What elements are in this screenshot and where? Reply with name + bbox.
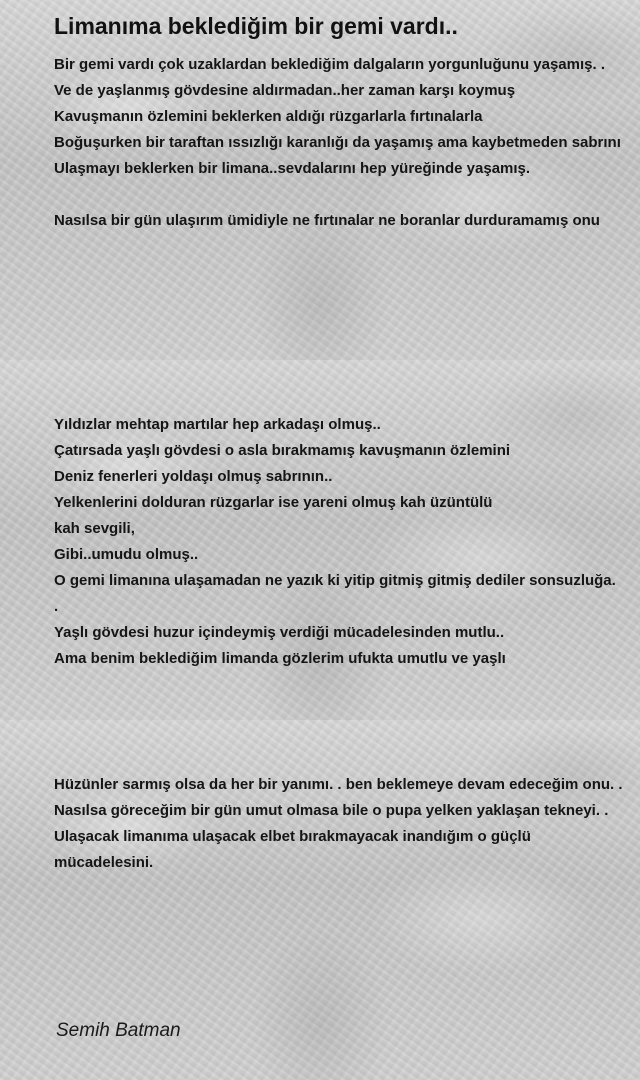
- stanza-3: [54, 412, 624, 672]
- poem-line: Ve de yaşlanmış gövdesine aldırmadan..her zaman karşı koymuş: [54, 82, 516, 99]
- poem-line: Deniz fenerleri yoldaşı olmuş sabrının..: [54, 468, 333, 485]
- poem-line: Yaşlı gövdesi huzur içindeymiş verdiği mücadelesinden mutlu..: [54, 624, 505, 641]
- poem-line: Yelkenlerini dolduran rüzgarlar ise yareni olmuş kah üzüntülü: [54, 494, 493, 511]
- poem-line: Kavuşmanın özlemini beklerken aldığı rüzgarlarla fırtınalarla: [54, 108, 483, 125]
- poem-line: Hüzünler sarmış olsa da her bir yanımı. . ben beklemeye devam edeceğim onu. .: [54, 776, 623, 793]
- poem-line: Ulaşmayı beklerken bir limana..sevdalarını hep yüreğinde yaşamış.: [54, 160, 531, 177]
- poem-line: kah sevgili,: [54, 520, 135, 537]
- poem-line: O gemi limanına ulaşamadan ne yazık ki yitip gitmiş gitmiş dediler sonsuzluğa. .: [54, 572, 616, 615]
- poem-line: Bir gemi vardı çok uzaklardan beklediğim dalgaların yorgunluğunu yaşamış. .: [54, 56, 605, 73]
- poem-line: Ulaşacak limanıma ulaşacak elbet bırakmayacak inandığım o güçlü mücadelesini.: [54, 828, 531, 871]
- poem-line: Gibi..umudu olmuş..: [54, 546, 199, 563]
- poem-line: Boğuşurken bir taraftan ıssızlığı karanlığı da yaşamış ama kaybetmeden sabrını: [54, 134, 621, 151]
- poem-line: Nasılsa bir gün ulaşırım ümidiyle ne fırtınalar ne boranlar durduramamış onu: [54, 212, 600, 229]
- poem-line: Yıldızlar mehtap martılar hep arkadaşı olmuş..: [54, 416, 381, 433]
- poem-title: Limanıma beklediğim bir gemi vardı..: [54, 13, 458, 39]
- poem-author: Semih Batman: [56, 1020, 181, 1041]
- poem-line: Çatırsada yaşlı gövdesi o asla bırakmamış kavuşmanın özlemini: [54, 442, 511, 459]
- stanza-break: [54, 182, 624, 208]
- stanza-1: [54, 52, 624, 234]
- poem-line: Nasılsa göreceğim bir gün umut olmasa bile o pupa yelken yaklaşan tekneyi. .: [54, 802, 609, 819]
- poem-line: Ama benim beklediğim limanda gözlerim ufukta umutlu ve yaşlı: [54, 650, 506, 667]
- stanza-4: [54, 772, 624, 876]
